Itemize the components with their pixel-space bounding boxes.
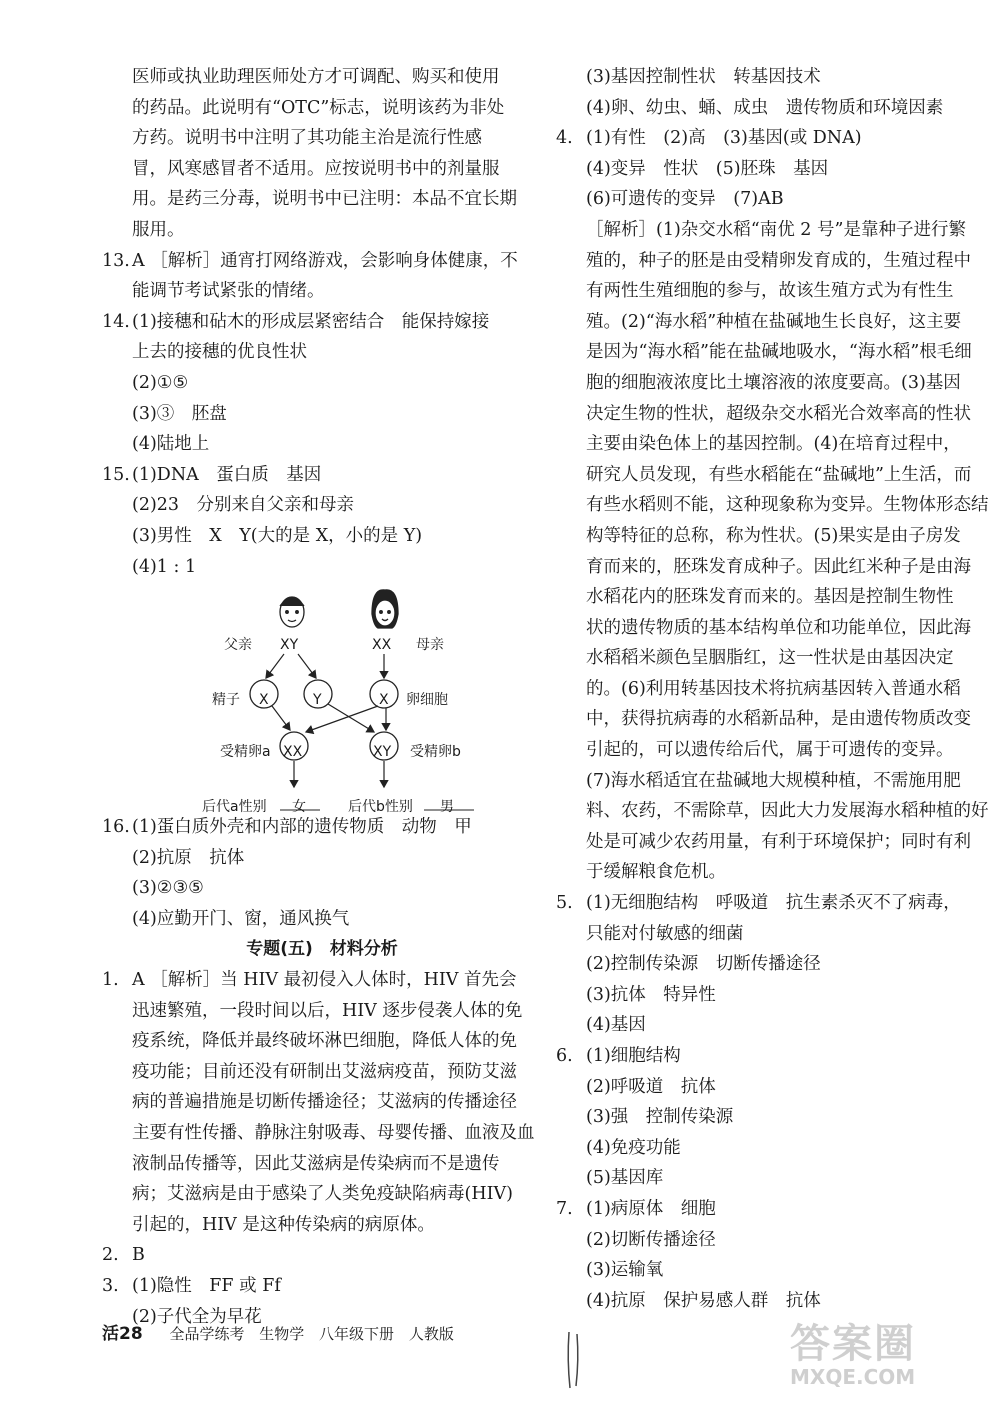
question-number: 7. [556, 1198, 573, 1219]
text-line: (4)变异 性状 (5)胚珠 基因 [586, 158, 829, 179]
watermark-text: 答案圈 [790, 1321, 916, 1367]
text-line: (1)接穗和砧木的形成层紧密结合 能保持嫁接 [132, 311, 490, 332]
text-line: (2)切断传播途径 [586, 1229, 716, 1250]
binding-mark [565, 1330, 585, 1390]
book-title: 全品学练考 [169, 1325, 245, 1343]
zygote-b-genotype: XY [373, 744, 392, 761]
text-line: 冒，风寒感冒者不适用。应按说明书中的剂量服 [132, 158, 500, 179]
offspring-b-label: 后代b性别 [348, 799, 413, 816]
text-line: (4)陆地上 [132, 434, 210, 455]
page-footer [102, 1319, 464, 1344]
right-column [556, 62, 996, 1316]
text-line: 研究人员发现，有些水稻能在“盐碱地”上生活，而 [586, 464, 972, 485]
question-number: 3. [102, 1276, 119, 1296]
egg-label: 卵细胞 [406, 692, 448, 709]
text-line: (4)1 : 1 [132, 556, 197, 577]
question-number: 16. [102, 817, 130, 838]
zygote-b-label: 受精卵b [410, 744, 461, 761]
text-line: 的。(6)利用转基因技术将抗病基因转入普通水稻 [586, 678, 961, 699]
father-face-icon [280, 597, 304, 627]
text-line: (3)基因控制性状 转基因技术 [586, 67, 821, 87]
question-number: 13. [102, 250, 130, 271]
question-15 [102, 460, 542, 582]
question-3-continued [556, 62, 996, 123]
question-16 [102, 812, 542, 934]
text-line: 用。是药三分毒，说明书中已注明：本品不宜长期 [132, 189, 517, 210]
diagram-lines [102, 582, 542, 812]
text-line: B [132, 1245, 145, 1266]
section-question-1 [102, 965, 542, 1240]
text-line: 上去的接穗的优良性状 [132, 342, 307, 363]
section-title: 专题(五) 材料分析 [246, 939, 398, 960]
text-line: 胞的细胞液浓度比土壤溶液的浓度要高。(3)基因 [586, 372, 961, 393]
question-4-analysis [556, 215, 996, 888]
section-question-7 [556, 1194, 996, 1316]
text-line: 中，获得抗病毒的水稻新品种，是由遗传物质改变 [586, 709, 971, 730]
text-line: 有些水稻则不能，这种现象称为变异。生物体形态结 [586, 495, 989, 516]
text-line: (1)蛋白质外壳和内部的遗传物质 动物 甲 [132, 817, 472, 838]
text-line: 有两性生殖细胞的参与，故该生殖方式为有性生 [586, 281, 954, 302]
text-line: 于缓解粮食危机。 [586, 862, 726, 883]
section-question-6 [556, 1041, 996, 1194]
section-question-2 [102, 1240, 542, 1271]
left-column [102, 62, 542, 1332]
text-line: (4)应勤开门、窗，通风换气 [132, 908, 350, 929]
section-question-4 [556, 123, 996, 215]
text-line: 殖的，种子的胚是由受精卵发育成的，生殖过程中 [586, 250, 971, 271]
page-number: 活28 [102, 1324, 143, 1344]
text-line: 水稻花内的胚珠发育而来的。基因是控制生物性 [586, 587, 954, 608]
text-line: (2)子代全为早花 [132, 1306, 262, 1327]
text-line: (3)强 控制传染源 [586, 1107, 734, 1128]
text-line: 病；艾滋病是由于感染了人类免疫缺陷病毒(HIV) [132, 1184, 513, 1205]
mother-genotype: XX [372, 637, 392, 654]
text-line: 方药。说明书中注明了其功能主治是流行性感 [132, 128, 482, 149]
text-line: (1)有性 (2)高 (3)基因(或 DNA) [586, 128, 862, 149]
question-14 [102, 307, 542, 460]
offspring-a-label: 后代a性别 [202, 799, 267, 816]
text-line: (4)抗原 保护易感人群 抗体 [586, 1290, 821, 1311]
text-line: 主要有性传播、静脉注射吸毒、母婴传播、血液及血 [132, 1123, 535, 1144]
text-line: 育而来的，胚珠发育成种子。因此红米种子是由海 [586, 556, 971, 577]
text-line: 构等特征的总称，称为性状。(5)果实是由子房发 [586, 525, 961, 546]
text-line: 殖。(2)“海水稻”种植在盐碱地生长良好，这主要 [586, 311, 962, 332]
text-line: 处是可减少农药用量，有利于环境保护；同时有利 [586, 831, 971, 852]
mother-face-icon [372, 590, 398, 628]
text-line: (3)抗体 特异性 [586, 984, 716, 1005]
zygote-a-label: 受精卵a [220, 744, 271, 761]
text-line: ［解析］(1)杂交水稻“南优 2 号”是靠种子进行繁 [586, 219, 966, 240]
text-line: 病的普遍措施是切断传播途径；艾滋病的传播途径 [132, 1092, 517, 1113]
text-line: A ［解析］通宵打网络游戏，会影响身体健康，不 [132, 250, 518, 271]
text-line: 主要由染色体上的基因控制。(4)在培育过程中， [586, 434, 961, 455]
text-line: (4)卵、幼虫、蛹、成虫 遗传物质和环境因素 [586, 97, 944, 118]
question-number: 2. [102, 1245, 119, 1266]
text-line: 决定生物的性状，超级杂交水稻光合效率高的性状 [586, 403, 971, 424]
text-line: 疫系统，降低并最终破坏淋巴细胞，降低人体的免 [132, 1031, 517, 1052]
sex-inheritance-diagram [102, 582, 542, 816]
father-genotype: XY [280, 637, 299, 654]
text-line: (3)③ 胚盘 [132, 403, 227, 424]
question-number: 5. [556, 893, 573, 914]
text-line: (4)基因 [586, 1015, 646, 1036]
text-line: (2)呼吸道 抗体 [586, 1076, 716, 1097]
text-line: 引起的，可以遗传给后代，属于可遗传的变异。 [586, 740, 954, 761]
text-line: (3)②③⑤ [132, 878, 204, 899]
edition: 人教版 [408, 1325, 454, 1343]
sperm-y: Y [313, 692, 322, 709]
text-line: 只能对付敏感的细菌 [586, 923, 744, 944]
text-line: (1)DNA 蛋白质 基因 [132, 464, 322, 485]
text-line: 疫功能；目前还没有研制出艾滋病疫苗，预防艾滋 [132, 1061, 517, 1082]
text-line: 料、农药，不需除草，因此大力发展海水稻种植的好 [586, 801, 989, 822]
text-line: (7)海水稻适宜在盐碱地大规模种植，不需施用肥 [586, 770, 961, 791]
sperm-label: 精子 [212, 692, 240, 709]
question-13 [102, 246, 542, 307]
text-line: (3)男性 X Y(大的是 X，小的是 Y) [132, 525, 423, 546]
text-line: 迅速繁殖，一段时间以后，HIV 逐步侵袭人体的免 [132, 1000, 523, 1021]
father-label: 父亲 [224, 637, 252, 654]
text-line: (2)①⑤ [132, 372, 189, 393]
question-number: 15. [102, 464, 130, 485]
offspring-b-sex: 男 [440, 799, 454, 816]
section-question-5 [556, 888, 996, 1041]
text-line: (1)隐性 FF 或 Ff [132, 1276, 281, 1296]
mother-label: 母亲 [416, 637, 444, 654]
text-line: 液制品传播等，因此艾滋病是传染病而不是遗传 [132, 1153, 500, 1174]
text-line: (1)病原体 细胞 [586, 1198, 716, 1219]
question-number: 14. [102, 311, 130, 332]
egg-x: X [379, 692, 389, 709]
text-line: 状的遗传物质的基本结构单位和功能单位，因此海 [586, 617, 971, 638]
offspring-a-sex: 女 [292, 799, 306, 816]
question-number: 4. [556, 128, 573, 149]
text-line: (1)无细胞结构 呼吸道 抗生素杀灭不了病毒， [586, 893, 961, 914]
question-number: 1. [102, 970, 119, 991]
subject: 生物学 [259, 1325, 305, 1343]
text-line: 引起的，HIV 是这种传染病的病原体。 [132, 1214, 435, 1235]
text-line: (2)23 分别来自父亲和母亲 [132, 495, 355, 516]
continued-answer [102, 62, 542, 246]
text-line: 能调节考试紧张的情绪。 [132, 281, 325, 302]
text-line: 医师或执业助理医师处方才可调配、购买和使用 [132, 67, 500, 87]
watermark-logo [790, 1312, 990, 1392]
text-line: (3)运输氧 [586, 1260, 664, 1281]
question-number: 6. [556, 1046, 573, 1066]
sperm-x: X [259, 692, 269, 709]
text-line: A ［解析］当 HIV 最初侵入人体时，HIV 首先会 [132, 970, 517, 991]
text-line: (1)细胞结构 [586, 1046, 681, 1066]
text-line: 水稻稻米颜色呈胭脂红，这一性状是由基因决定 [586, 648, 954, 669]
text-line: 是因为“海水稻”能在盐碱地吸水，“海水稻”根毛细 [586, 342, 972, 363]
text-line: (4)免疫功能 [586, 1137, 681, 1158]
text-line: (5)基因库 [586, 1168, 664, 1189]
watermark-url: MXQE.COM [790, 1365, 916, 1389]
text-line: (6)可遗传的变异 (7)AB [586, 189, 784, 210]
text-line: 服用。 [132, 219, 185, 240]
grade: 八年级下册 [319, 1325, 395, 1343]
zygote-a-genotype: XX [283, 744, 303, 761]
text-line: (2)抗原 抗体 [132, 847, 245, 868]
text-line: (2)控制传染源 切断传播途径 [586, 954, 821, 975]
text-line: 的药品。此说明有“OTC”标志，说明该药为非处 [132, 97, 505, 118]
